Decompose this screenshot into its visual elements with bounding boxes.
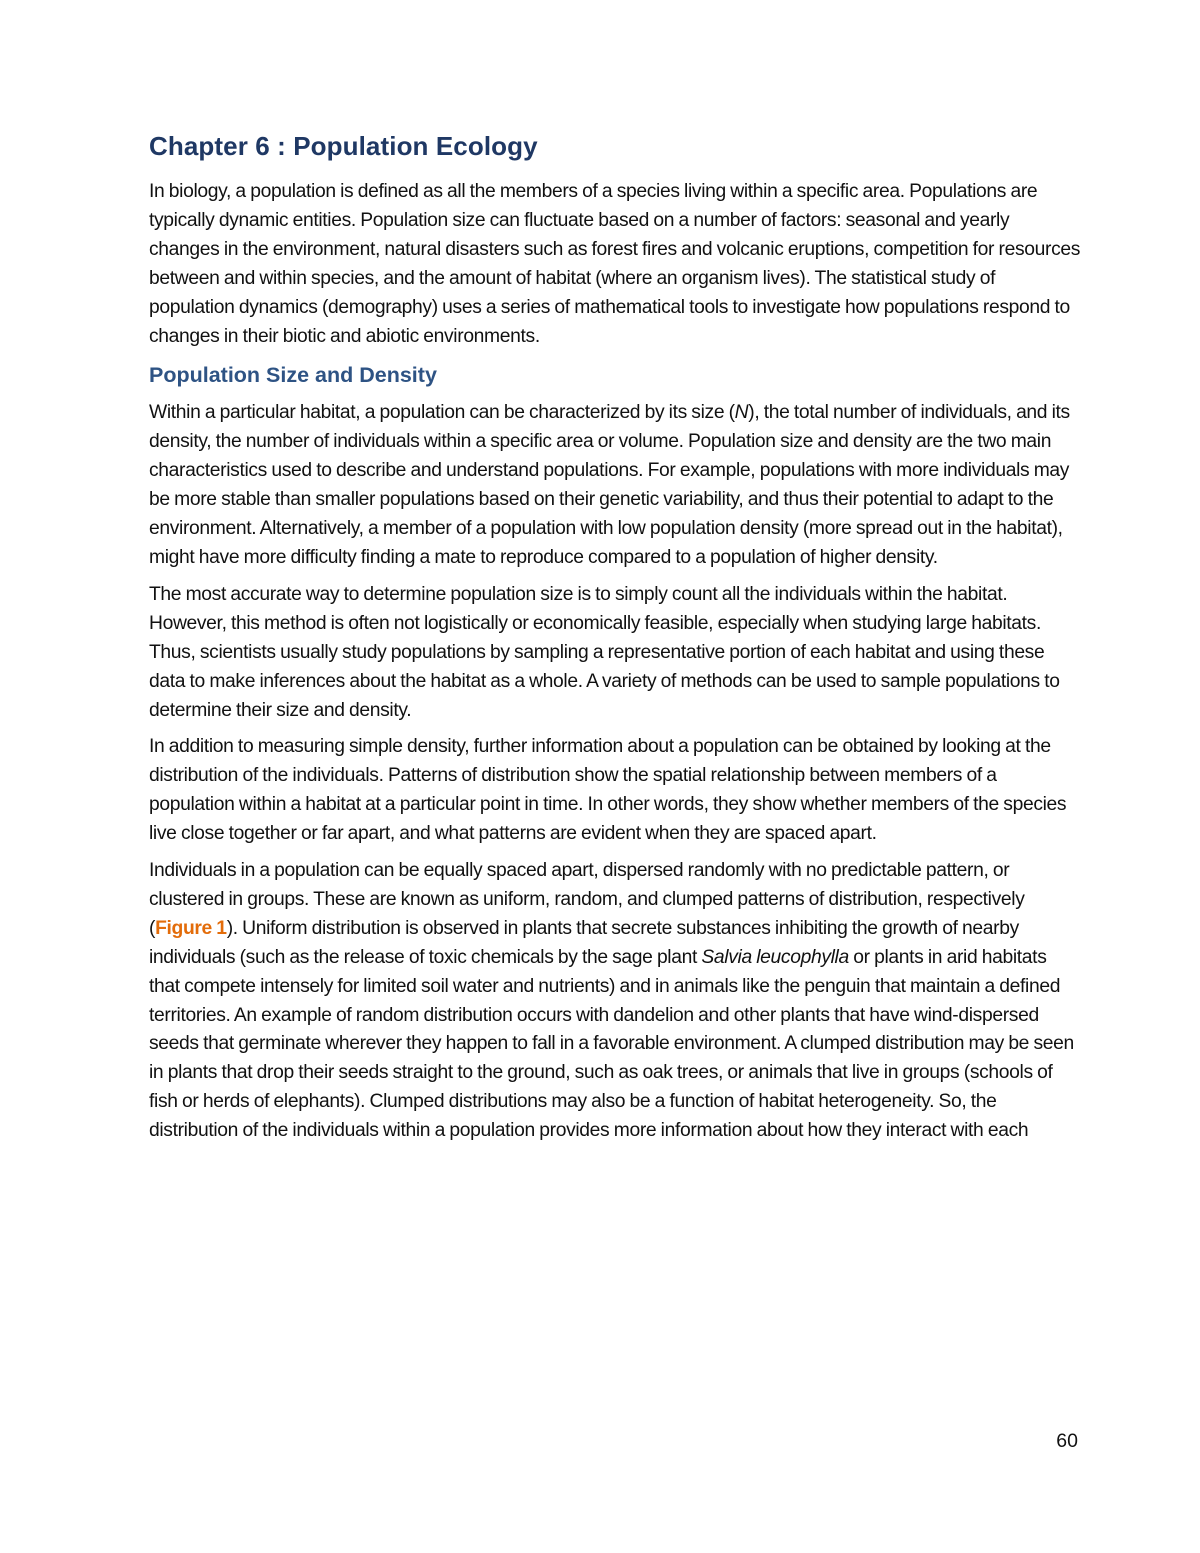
section-title: Population Size and Density [149,363,437,388]
page-content [149,126,1081,1152]
chapter-title: Chapter 6 : Population Ecology [149,131,538,161]
paragraph-text: Within a particular habitat, a population can be characterized by its size ( [149,402,735,424]
species-name: Salvia leucophylla [701,946,849,968]
paragraph-size-density [149,399,1081,572]
page-number: 60 [1056,1430,1078,1452]
paragraph-text: ), the total number of individuals, and its density, the number of individuals within a specific area or volume. Population size and density are the two main characteristics used to describe and understand populations. For example, populations with more individuals may be more stable than smaller populations based on their genetic variability, and thus their potential to adapt to the environment. Alternatively, a member of a population with low population density (more spread out in the habitat), might have more difficulty finding a mate to reproduce compared to a population of higher density. [149,402,1070,568]
paragraph-text: or plants in arid habitats that compete intensely for limited soil water and nutrients) and in animals like the penguin that maintain a defined territories. An example of random distribution occurs with dandelion and other plants that have wind-dispersed seeds that germinate wherever they happen to fall in a favorable environment. A clumped distribution may be seen in plants that drop their seeds straight to the ground, such as oak trees, or animals that live in groups (schools of fish or herds of elephants). Clumped distributions may also be a function of habitat heterogeneity. So, the distribution of the individuals within a population provides more information about how they interact with each [149,946,1074,1142]
figure-1-link[interactable]: Figure 1 [155,917,227,939]
intro-paragraph: In biology, a population is defined as all the members of a species living within a specific area. Populations are typically dynamic entities. Population size can fluctuate based on a number of factors: seasonal and yearly changes in the environment, natural disasters such as forest fires and volcanic eruptions, competition for resources between and within species, and the amount of habitat (where an organism lives). The statistical study of population dynamics (demography) uses a series of mathematical tools to investigate how populations respond to changes in their biotic and abiotic environments. [149,181,1081,347]
paragraph-distribution-patterns: In addition to measuring simple density, further information about a population can be obtained by looking at the distribution of the individuals. Patterns of distribution show the spatial relationship between members of a population within a habitat at a particular point in time. In other words, they show whether members of the species live close together or far apart, and what patterns are evident when they are spaced apart. [149,736,1067,845]
paragraph-text: ). Uniform distribution is observed in plants that secrete substances inhibiting the growth of nearby individuals (such as the release of toxic chemicals by the sage plant [149,917,1019,968]
paragraph-population-sampling: The most accurate way to determine population size is to simply count all the individuals within the habitat. However, this method is often not logistically or economically feasible, especially when studying large habitats. Thus, scientists usually study populations by sampling a representative portion of each habitat and using these data to make inferences about the habitat as a whole. A variety of methods can be used to sample populations to determine their size and density. [149,583,1060,721]
paragraph-distribution-types [149,857,1081,1146]
population-size-symbol: N [734,402,749,424]
paragraph-text: Individuals in a population can be equally spaced apart, dispersed randomly with no predictable pattern, or clustered in groups. These are known as uniform, random, and clumped patterns of distribution, respectively ( [149,860,1025,939]
